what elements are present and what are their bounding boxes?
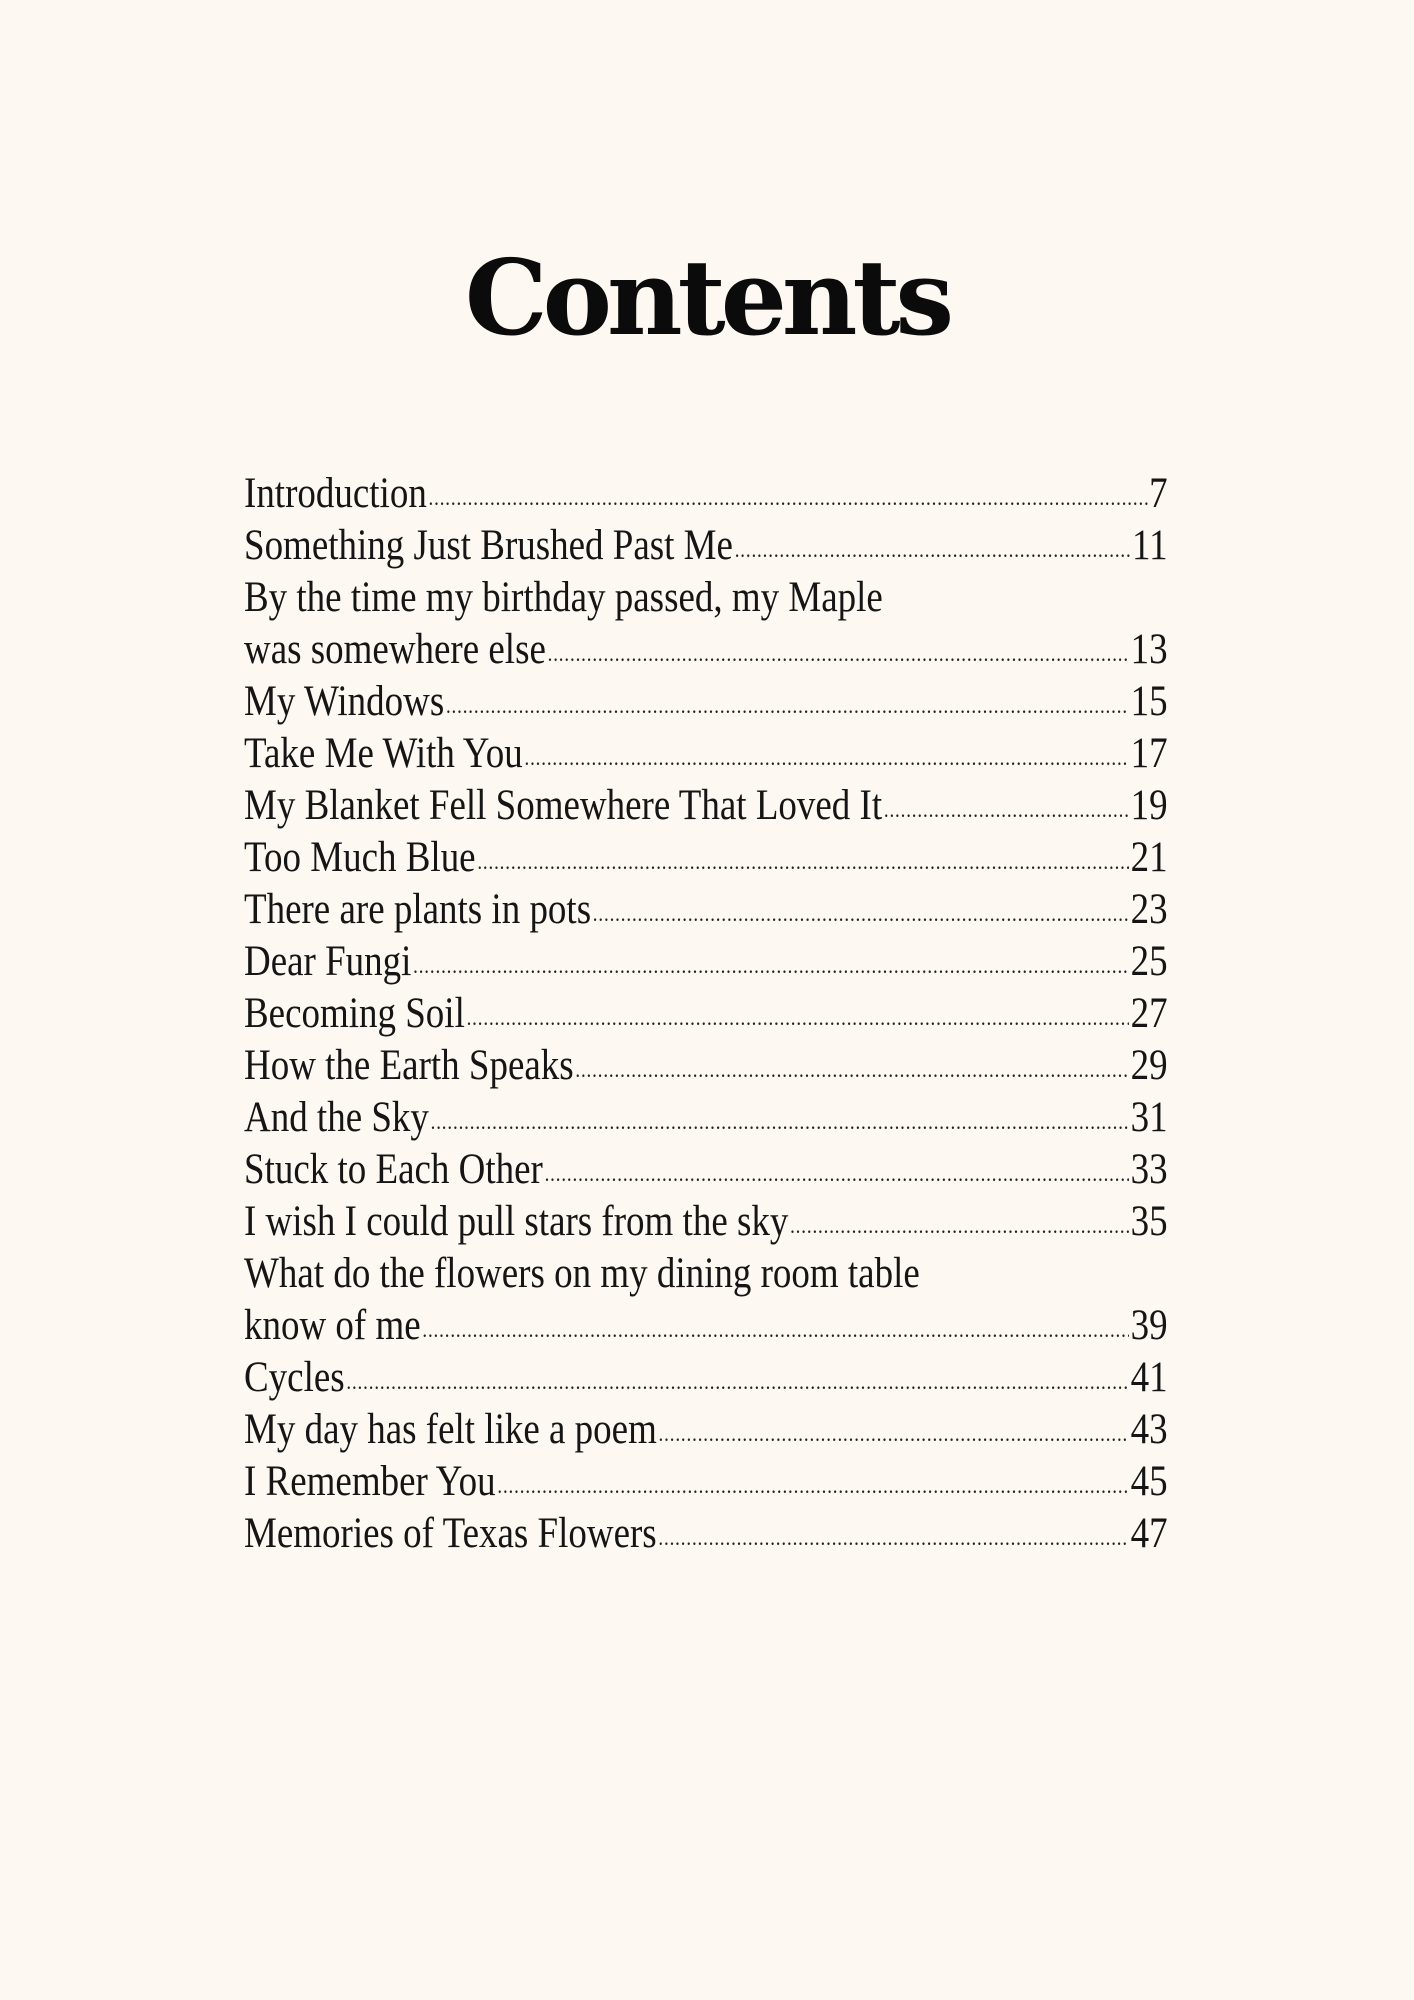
toc-entry-page: 15 — [1130, 678, 1168, 725]
toc-entry-page: 19 — [1130, 782, 1168, 829]
toc-entry[interactable] — [244, 1196, 1168, 1248]
toc-entry-title: Becoming Soil — [244, 990, 465, 1037]
toc-entry-page: 11 — [1132, 522, 1168, 569]
toc-entry-page: 17 — [1130, 730, 1168, 777]
dot-leader — [346, 1356, 1129, 1408]
page-title: Contents — [464, 236, 950, 359]
toc-entry-page: 31 — [1130, 1094, 1168, 1141]
toc-entry-title: My Windows — [244, 678, 445, 725]
toc-entry[interactable] — [244, 780, 1168, 832]
toc-entry-row — [244, 1352, 1168, 1404]
toc-entry-title-line-1: What do the flowers on my dining room table — [244, 1250, 920, 1297]
toc-entry-row — [244, 728, 1168, 780]
toc-entry-title: Too Much Blue — [244, 834, 476, 881]
toc-entry-row — [244, 1092, 1168, 1144]
toc-entry[interactable] — [244, 1092, 1168, 1144]
dot-leader — [658, 1512, 1129, 1564]
dot-leader — [545, 1148, 1129, 1200]
toc-entry-page: 21 — [1130, 834, 1168, 881]
toc-entry-title: Take Me With You — [244, 730, 523, 777]
toc-entry[interactable] — [244, 1248, 1168, 1352]
toc-entry-title-line-1: By the time my birthday passed, my Maple — [244, 574, 883, 621]
toc-entry-title: Stuck to Each Other — [244, 1146, 543, 1193]
toc-entry[interactable] — [244, 1456, 1168, 1508]
dot-leader — [413, 940, 1129, 992]
toc-entry-page: 39 — [1130, 1302, 1168, 1349]
toc-entry[interactable] — [244, 728, 1168, 780]
dot-leader — [790, 1200, 1129, 1252]
toc-entry-row — [244, 1144, 1168, 1196]
toc-entry-page: 25 — [1130, 938, 1168, 985]
dot-leader — [422, 1304, 1129, 1356]
toc-entry-title: Something Just Brushed Past Me — [244, 522, 733, 569]
toc-entry[interactable] — [244, 936, 1168, 988]
toc-entry-title: My Blanket Fell Somewhere That Loved It — [244, 782, 883, 829]
toc-entry-row — [244, 832, 1168, 884]
dot-leader — [446, 680, 1129, 732]
toc-entry-title: My day has felt like a poem — [244, 1406, 657, 1453]
toc-entry-row — [244, 780, 1168, 832]
toc-entry-row — [244, 572, 1168, 624]
toc-entry-page: 45 — [1130, 1458, 1168, 1505]
toc-entry-page: 33 — [1130, 1146, 1168, 1193]
toc-entry[interactable] — [244, 572, 1168, 676]
toc-entry-row — [244, 1508, 1168, 1560]
toc-entry-title: There are plants in pots — [244, 886, 592, 933]
toc-entry-page: 47 — [1130, 1510, 1168, 1557]
dot-leader — [659, 1408, 1129, 1460]
toc-entry-page: 43 — [1130, 1406, 1168, 1453]
toc-entry-page: 13 — [1130, 626, 1168, 673]
toc-entry[interactable] — [244, 884, 1168, 936]
toc-entry-page: 27 — [1130, 990, 1168, 1037]
toc-entry-row — [244, 520, 1168, 572]
toc-entry[interactable] — [244, 832, 1168, 884]
toc-entry-title-line-2: was somewhere else — [244, 626, 546, 673]
toc-entry-row — [244, 936, 1168, 988]
toc-entry-row — [244, 468, 1168, 520]
toc-entry-row — [244, 1300, 1168, 1352]
toc-entry[interactable] — [244, 1508, 1168, 1560]
toc-entry-row — [244, 1248, 1168, 1300]
toc-entry-title: How the Earth Speaks — [244, 1042, 574, 1089]
dot-leader — [429, 472, 1148, 524]
toc-entry[interactable] — [244, 1144, 1168, 1196]
toc-entry[interactable] — [244, 676, 1168, 728]
dot-leader — [575, 1044, 1129, 1096]
dot-leader — [497, 1460, 1129, 1512]
toc-entry-row — [244, 988, 1168, 1040]
dot-leader — [431, 1096, 1129, 1148]
toc-entry-page: 41 — [1130, 1354, 1168, 1401]
toc-entry-page: 35 — [1130, 1198, 1168, 1245]
toc-entry-title-line-2: know of me — [244, 1302, 421, 1349]
toc-entry-title: I wish I could pull stars from the sky — [244, 1198, 789, 1245]
dot-leader — [524, 732, 1128, 784]
dot-leader — [884, 784, 1129, 836]
dot-leader — [477, 836, 1129, 888]
toc-entry-title: Cycles — [244, 1354, 345, 1401]
toc-entry-page: 29 — [1130, 1042, 1168, 1089]
dot-leader — [593, 888, 1129, 940]
toc-entry-title: And the Sky — [244, 1094, 429, 1141]
toc-entry[interactable] — [244, 1040, 1168, 1092]
toc-entry-row — [244, 676, 1168, 728]
toc-entry[interactable] — [244, 1352, 1168, 1404]
dot-leader — [735, 524, 1131, 576]
dot-leader — [548, 628, 1129, 680]
toc-entry-row — [244, 1456, 1168, 1508]
toc-entry-row — [244, 884, 1168, 936]
toc-entry[interactable] — [244, 520, 1168, 572]
toc-entry-title: I Remember You — [244, 1458, 496, 1505]
toc-entry-row — [244, 1404, 1168, 1456]
toc-entry-page: 23 — [1130, 886, 1168, 933]
toc-entry-title: Memories of Texas Flowers — [244, 1510, 657, 1557]
toc-entry[interactable] — [244, 988, 1168, 1040]
table-of-contents — [244, 468, 1168, 1560]
toc-entry-row — [244, 1196, 1168, 1248]
toc-entry-page: 7 — [1149, 470, 1168, 517]
toc-entry-title: Dear Fungi — [244, 938, 412, 985]
dot-leader — [467, 992, 1129, 1044]
toc-entry-title: Introduction — [244, 470, 427, 517]
toc-entry[interactable] — [244, 1404, 1168, 1456]
toc-entry-row — [244, 1040, 1168, 1092]
toc-entry-row — [244, 624, 1168, 676]
toc-entry[interactable] — [244, 468, 1168, 520]
